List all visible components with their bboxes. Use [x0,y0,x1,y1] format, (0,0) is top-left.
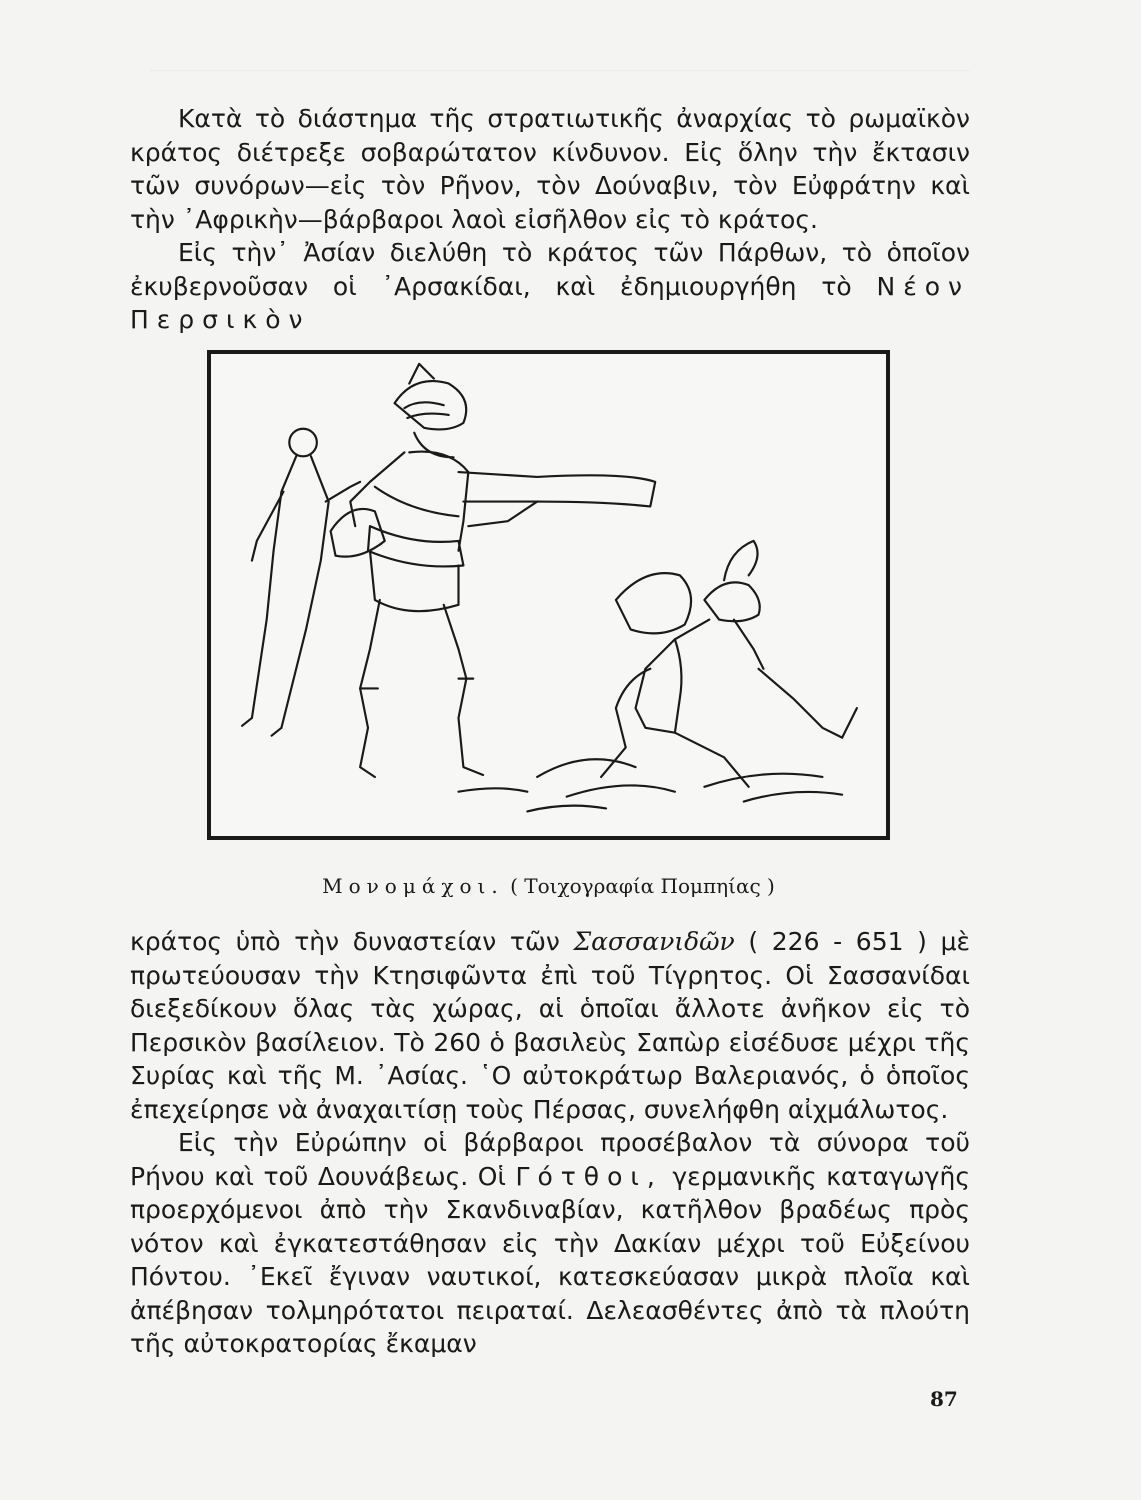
caption-word: Μονομάχοι. [322,874,504,898]
bleed-through-texture [150,70,970,101]
paragraph-sassanids [130,925,970,1126]
sassanids-rest: ( 226 - 651 ) μὲ πρωτεύουσαν τὴν Κτησιφῶντα ἐπὶ τοῦ Τίγρητος. Οἱ Σασσανίδαι διεξεδίκουν ὅλας τὰς χώρας, αἱ ὁποῖαι ἄλλοτε ἀνῆκον εἰς τὸ Περσικὸν βασίλειον. Τὸ 260 ὁ βασιλεὺς Σαπὼρ εἰσέδυσε μέχρι τῆς Συρίας καὶ τῆς Μ. ᾿Ασίας. ῾Ο αὐτοκράτωρ Βαλεριανός, ὁ ὁποῖος ἐπεχείρησε νὰ ἀναχαιτίσῃ τοὺς Πέρσας, συνελήφθη αἰχμάλωτος. [130,927,970,1124]
goths-start: Εἰς τὴν Εὐρώπην οἱ βάρβαροι προσέβαλον τὰ σύνορα τοῦ Ρήνου καὶ τοῦ Δουνάβεως. Οἱ [130,1128,970,1191]
paragraph-goths [130,1126,970,1361]
sassanids-start: κράτος ὑπὸ τὴν δυναστείαν τῶν [130,927,560,956]
neo-persiko-emphasis: Νέον Περσικὸν [130,271,971,334]
sassanids-italic: Σασσανιδῶν [573,927,735,956]
gladiators-drawing [211,354,886,836]
bottom-text-block [130,925,970,1361]
figure-caption [207,874,890,898]
goths-rest: γερμανικῆς καταγωγῆς προερχόμενοι ἀπὸ τὴν Σκανδιναβίαν, κατῆλθον βραδέως πρὸς νότον καὶ ἐγκατεστάθησαν εἰς τὴν Δακίαν μέχρι τοῦ Εὐξείνου Πόντου. ᾿Εκεῖ ἔγιναν ναυτικοί, κατεσκεύασαν μικρὰ πλοῖα καὶ ἀπέβησαν τολμηρότατοι πειραταί. Δελεασθέντες ἀπὸ τὰ πλούτη τῆς αὐτοκρατορίας ἔκαμαν [130,1161,970,1358]
gladiators-illustration [207,350,890,840]
paragraph-anarchy: Κατὰ τὸ διάστημα τῆς στρατιωτικῆς ἀναρχίας τὸ ρωμαϊκὸν κράτος διέτρεξε σοβαρώτατον κίνδυνον. Εἰς ὅλην τὴν ἔκτασιν τῶν συνόρων—εἰς τὸν Ρῆνον, τὸν Δούναβιν, τὸν Εὐφράτην καὶ τὴν ᾿Αφρικὴν—βάρβαροι λαοὶ εἰσῆλθον εἰς τὸ κράτος. [130,104,970,234]
caption-source: ( Τοιχογραφία Πομπηίας ) [510,874,775,898]
goths-emphasis: Γότθοι, [515,1161,663,1191]
paragraph-persia [130,236,970,337]
top-text-block [130,102,970,337]
page-number: 87 [930,1387,958,1411]
paragraph-persia-text: Εἰς τὴν᾿ Ἀσίαν διελύθη τὸ κράτος τῶν Πάρθων, τὸ ὁποῖον ἐκυβερνοῦσαν οἱ ᾿Αρσακίδαι, καὶ ἐδημιουργήθη τὸ [130,238,970,301]
